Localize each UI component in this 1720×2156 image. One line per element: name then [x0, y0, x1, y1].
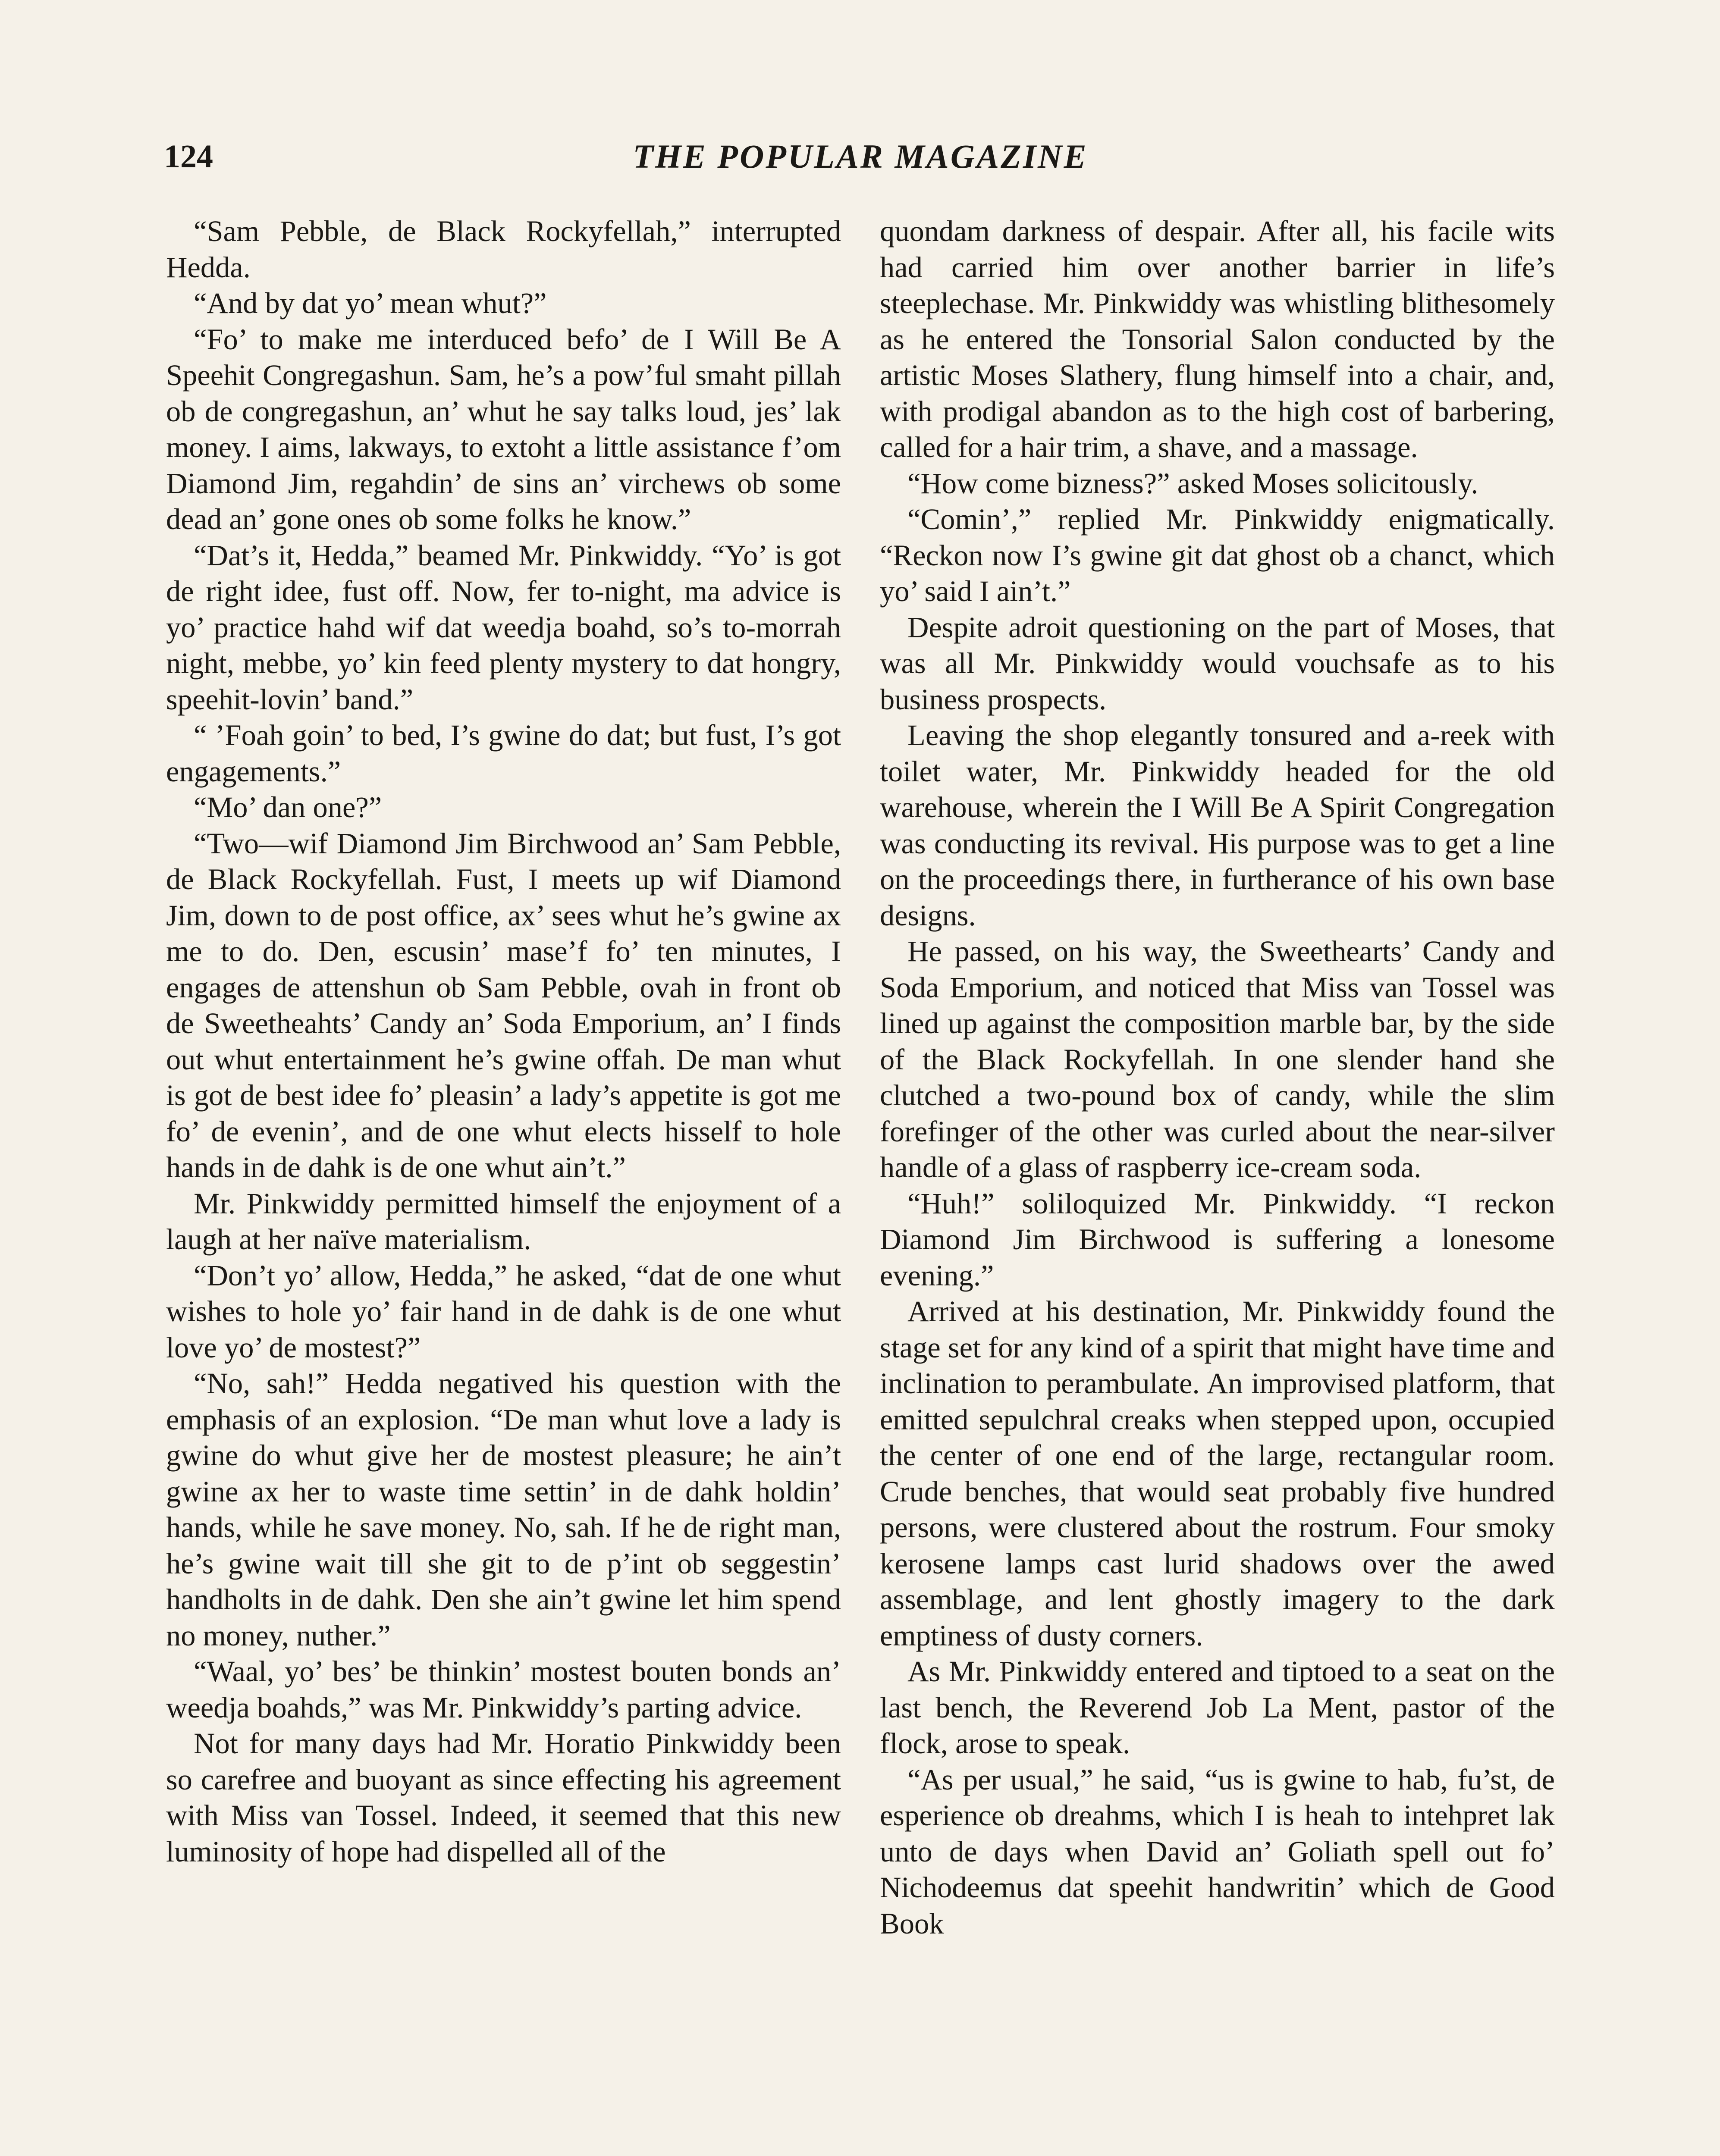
- running-head: THE POPULAR MAGAZINE: [633, 138, 1088, 175]
- paragraph: Not for many days had Mr. Horatio Pinkwiddy been so carefree and buoyant as since effecting his agreement with Miss van Tossel. Indeed, it seemed that this new luminosity of hope had dispelled all of the: [166, 1727, 841, 1868]
- paragraph: “And by dat yo’ mean whut?”: [194, 287, 547, 320]
- paragraph: “ ’Foah goin’ to bed, I’s gwine do dat; but fust, I’s got engagements.”: [166, 719, 841, 788]
- left-column: [166, 213, 841, 1870]
- paragraph: Despite adroit questioning on the part of Moses, that was all Mr. Pinkwiddy would vouchsafe as to his business prospects.: [880, 611, 1555, 716]
- page-number: 124: [164, 138, 213, 175]
- paragraph: “Fo’ to make me interduced befo’ de I Will Be A Speehit Congregashun. Sam, he’s a pow’ful smaht pillah ob de congregashun, an’ whut he say talks loud, jes’ lak money. I aims, lakways, to extoht a little assistance f’om Diamond Jim, regahdin’ de sins an’ virchews ob some dead an’ gone ones ob some folks he know.”: [166, 323, 841, 536]
- paragraph: As Mr. Pinkwiddy entered and tiptoed to a seat on the last bench, the Reverend Job La Ment, pastor of the flock, arose to speak.: [880, 1655, 1555, 1760]
- paragraph: “How come bizness?” asked Moses solicitously.: [907, 467, 1478, 500]
- paragraph: “Don’t yo’ allow, Hedda,” he asked, “dat de one whut wishes to hole yo’ fair hand in de dahk is de one whut love yo’ de mostest?”: [166, 1259, 841, 1364]
- paragraph: Leaving the shop elegantly tonsured and a-reek with toilet water, Mr. Pinkwiddy headed for the old warehouse, wherein the I Will Be A Spirit Congregation was conducting its revival. His purpose was to get a line on the proceedings there, in furtherance of his own base designs.: [880, 719, 1555, 932]
- paragraph: Arrived at his destination, Mr. Pinkwiddy found the stage set for any kind of a spirit that might have time and inclination to perambulate. An improvised platform, that emitted sepulchral creaks when stepped upon, occupied the center of one end of the large, rectangular room. Crude benches, that would seat probably five hundred persons, were clustered about the rostrum. Four smoky kerosene lamps cast lurid shadows over the awed assemblage, and lent ghostly imagery to the dark emptiness of dusty corners.: [880, 1295, 1555, 1652]
- right-column: [880, 213, 1555, 1942]
- paragraph: “Mo’ dan one?”: [194, 791, 382, 824]
- paragraph-continuation: quondam darkness of despair. After all, his facile wits had carried him over another barrier in life’s steeplechase. Mr. Pinkwiddy was whistling blithesomely as he entered the Tonsorial Salon conducted by the artistic Moses Slathery, flung himself into a chair, and, with prodigal abandon as to the high cost of barbering, called for a hair trim, a shave, and a massage.: [880, 215, 1555, 464]
- paragraph: “No, sah!” Hedda negatived his question with the emphasis of an explosion. “De man whut love a lady is gwine do whut give her de mostest pleasure; he ain’t gwine ax her to waste time settin’ in de dahk holdin’ hands, while he save money. No, sah. If he de right man, he’s gwine wait till she git to de p’int ob seggestin’ handholts in de dahk. Den she ain’t gwine let him spend no money, nuther.”: [166, 1367, 841, 1652]
- paragraph: “Two—wif Diamond Jim Birchwood an’ Sam Pebble, de Black Rockyfellah. Fust, I meets up wif Diamond Jim, down to de post office, ax’ sees whut he’s gwine ax me to do. Den, escusin’ mase’f fo’ ten minutes, I engages de attenshun ob Sam Pebble, ovah in front ob de Sweetheahts’ Candy an’ Soda Emporium, an’ I finds out whut entertainment he’s gwine offah. De man whut is got de best idee fo’ pleasin’ a lady’s appetite is got me fo’ de evenin’, and de one whut elects hisself to hole hands in de dahk is de one whut ain’t.”: [166, 827, 841, 1184]
- paragraph: “Dat’s it, Hedda,” beamed Mr. Pinkwiddy. “Yo’ is got de right idee, fust off. Now, fer to-night, ma advice is yo’ practice hahd wif dat weedja boahd, so’s to-morrah night, mebbe, yo’ kin feed plenty mystery to dat hongry, speehit-lovin’ band.”: [166, 539, 841, 716]
- paragraph: “Huh!” soliloquized Mr. Pinkwiddy. “I reckon Diamond Jim Birchwood is suffering a lonesome evening.”: [880, 1187, 1555, 1292]
- page-header: [164, 133, 1557, 180]
- paragraph: “Waal, yo’ bes’ be thinkin’ mostest bouten bonds an’ weedja boahds,” was Mr. Pinkwiddy’s parting advice.: [166, 1655, 841, 1724]
- paragraph: He passed, on his way, the Sweethearts’ Candy and Soda Emporium, and noticed that Miss van Tossel was lined up against the composition marble bar, by the side of the Black Rockyfellah. In one slender hand she clutched a two-pound box of candy, while the slim forefinger of the other was curled about the near-silver handle of a glass of raspberry ice-cream soda.: [880, 935, 1555, 1184]
- paragraph: “As per usual,” he said, “us is gwine to hab, fu’st, de esperience ob dreahms, which I is heah to intehpret lak unto de days when David an’ Goliath spell out fo’ Nichodeemus dat speehit handwritin’ which de Good Book: [880, 1763, 1555, 1940]
- paragraph: Mr. Pinkwiddy permitted himself the enjoyment of a laugh at her naïve materialism.: [166, 1187, 841, 1256]
- paragraph: “Comin’,” replied Mr. Pinkwiddy enigmatically. “Reckon now I’s gwine git dat ghost ob a chanct, which yo’ said I ain’t.”: [880, 503, 1555, 608]
- paragraph: “Sam Pebble, de Black Rockyfellah,” interrupted Hedda.: [166, 215, 841, 284]
